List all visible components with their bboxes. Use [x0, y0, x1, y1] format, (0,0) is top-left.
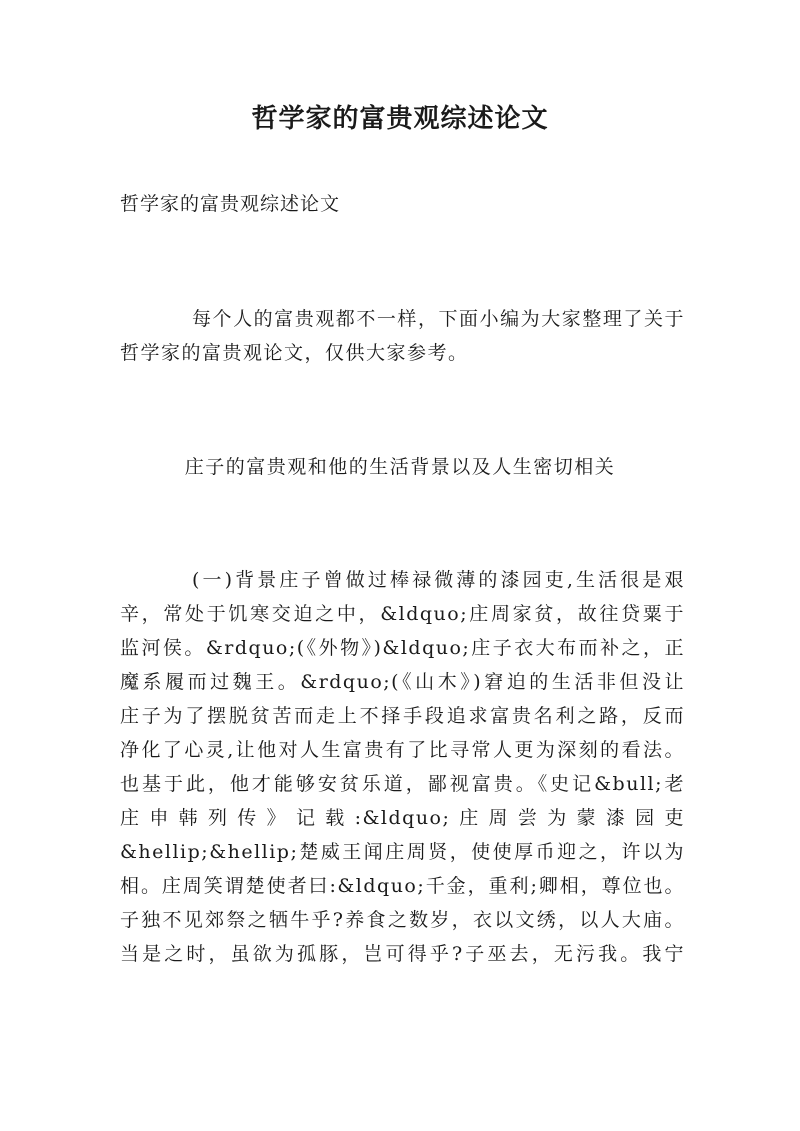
- body-line: 庄申韩列传》记载:&ldquo;庄周尝为蒙漆园吏: [120, 807, 685, 829]
- document-title: 哲学家的富贵观综述论文: [251, 104, 549, 134]
- body-line: 也基于此，他才能够安贫乐道，鄙视富贵。《史记&bull;老: [120, 773, 685, 795]
- section-heading: 庄子的富贵观和他的生活背景以及人生密切相关: [184, 456, 616, 478]
- body-line: 辛，常处于饥寒交迫之中，&ldquo;庄周家贫，故往贷粟于: [120, 603, 685, 625]
- body-paragraph: [120, 563, 685, 971]
- intro-paragraph: 每个人的富贵观都不一样，下面小编为大家整理了关于哲学家的富贵观论文，仅供大家参考。: [120, 308, 685, 364]
- body-line: 魔系履而过魏王。&rdquo;(《山木》)窘迫的生活非但没让: [120, 671, 685, 693]
- body-line: &hellip;&hellip;楚威王闻庄周贤，使使厚币迎之，许以为: [120, 841, 685, 863]
- document-subtitle: 哲学家的富贵观综述论文: [120, 193, 341, 215]
- body-line: 相。庄周笑谓楚使者曰:&ldquo;千金，重利;卿相，尊位也。: [120, 875, 685, 897]
- body-line: (一)背景庄子曾做过棒禄微薄的漆园吏,生活很是艰: [192, 569, 685, 591]
- body-line: 庄子为了摆脱贫苦而走上不择手段追求富贵名利之路，反而: [120, 705, 685, 727]
- body-line: 当是之时，虽欲为孤豚，岂可得乎?子巫去，无污我。我宁: [120, 943, 685, 965]
- body-line: 监河侯。&rdquo;(《外物》)&ldquo;庄子衣大布而补之，正: [120, 637, 685, 659]
- body-line: 子独不见郊祭之牺牛乎?养食之数岁，衣以文绣，以人大庙。: [120, 909, 685, 931]
- body-line: 净化了心灵,让他对人生富贵有了比寻常人更为深刻的看法。: [120, 739, 685, 761]
